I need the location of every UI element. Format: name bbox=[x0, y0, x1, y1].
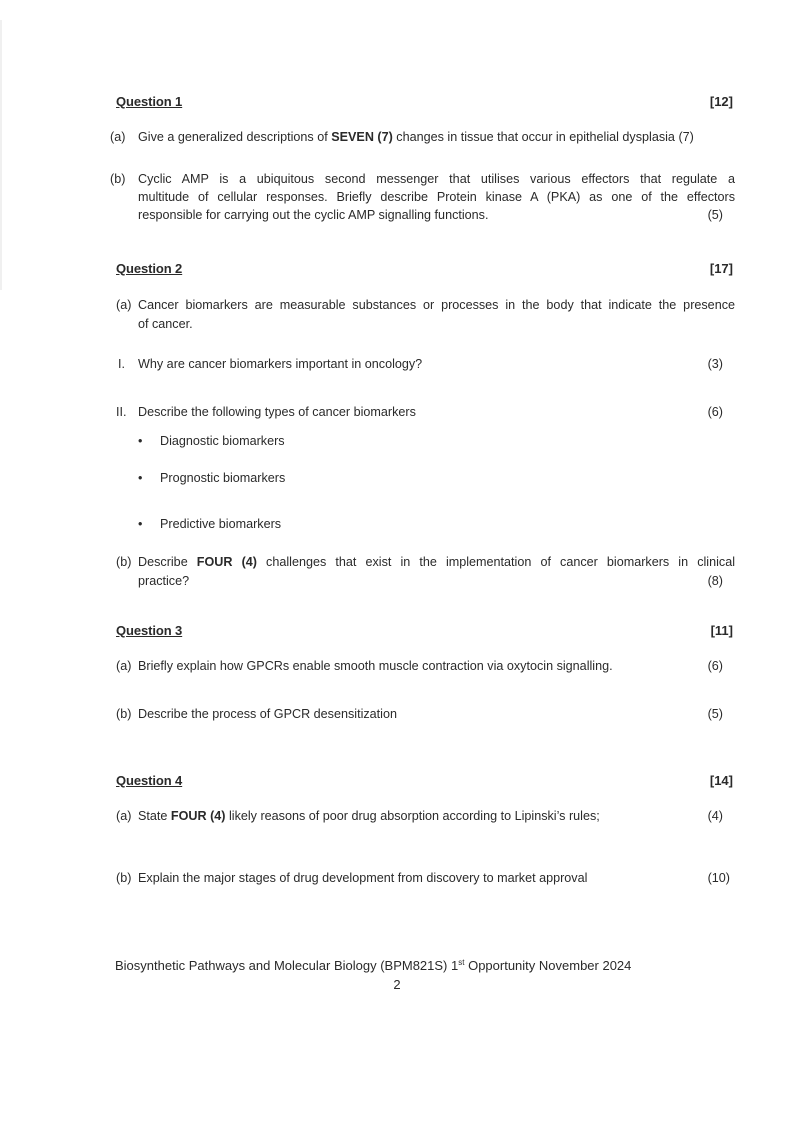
part-text-line: of cancer. bbox=[138, 317, 193, 331]
course-title: Biosynthetic Pathways and Molecular Biology (BPM821S) 1 bbox=[115, 958, 459, 973]
part-label: (a) bbox=[110, 130, 126, 144]
part-text: Describe the process of GPCR desensitization bbox=[138, 707, 397, 721]
part-marks: (5) bbox=[707, 707, 723, 721]
part-marks: (4) bbox=[707, 809, 723, 823]
emphasis: SEVEN (7) bbox=[331, 130, 393, 144]
subpart-text: Describe the following types of cancer biomarkers bbox=[138, 405, 416, 419]
part-marks: (10) bbox=[707, 871, 730, 885]
question-total-marks: [12] bbox=[709, 94, 733, 109]
part-text-line: multitude of cellular responses. Briefly describe Protein kinase A (PKA) as one of the effectors bbox=[138, 190, 735, 204]
part-marks: (6) bbox=[707, 405, 723, 419]
emphasis: FOUR (4) bbox=[170, 809, 226, 823]
part-text-line: Cyclic AMP is a ubiquitous second messenger that utilises various effectors that regulate a bbox=[138, 172, 735, 186]
part-label: (b) bbox=[116, 707, 132, 721]
question-title: Question 4 bbox=[116, 773, 183, 788]
part-marks: (5) bbox=[707, 208, 723, 222]
question-title: Question 2 bbox=[116, 261, 183, 276]
part-marks: (6) bbox=[707, 659, 723, 673]
page-footer bbox=[115, 958, 631, 973]
question-title: Question 3 bbox=[116, 623, 183, 638]
ordinal-suffix: st bbox=[458, 958, 465, 967]
question-total-marks: [14] bbox=[709, 773, 733, 788]
part-text-line: Describe FOUR (4) challenges that exist in the implementation of cancer biomarkers in clinical bbox=[138, 555, 735, 569]
subpart-label: II. bbox=[116, 405, 127, 419]
exam-opportunity: Opportunity November 2024 bbox=[464, 958, 632, 973]
question-total-marks: [11] bbox=[710, 623, 733, 638]
subpart-label: I. bbox=[118, 357, 125, 371]
part-text-line: Cancer biomarkers are measurable substances or processes in the body that indicate the presence bbox=[138, 298, 735, 312]
part-label: (a) bbox=[116, 809, 132, 823]
part-text-line: responsible for carrying out the cyclic AMP signalling functions. bbox=[138, 208, 489, 222]
part-text: State FOUR (4) likely reasons of poor drug absorption according to Lipinski’s rules; bbox=[138, 809, 600, 823]
part-text: Explain the major stages of drug development from discovery to market approval bbox=[138, 871, 588, 885]
part-label: (a) bbox=[116, 659, 132, 673]
scan-edge-artifact bbox=[0, 20, 2, 290]
subpart-text: Why are cancer biomarkers important in oncology? bbox=[138, 357, 423, 371]
question-total-marks: [17] bbox=[709, 261, 733, 276]
part-marks: (3) bbox=[707, 357, 723, 371]
part-marks: (7) bbox=[678, 130, 694, 144]
part-label: (b) bbox=[116, 871, 132, 885]
bullet-item: • Prognostic biomarkers bbox=[160, 471, 285, 485]
part-label: (a) bbox=[116, 298, 132, 312]
part-text-line: practice? bbox=[138, 574, 190, 588]
part-label: (b) bbox=[110, 172, 126, 186]
question-title: Question 1 bbox=[116, 94, 183, 109]
part-label: (b) bbox=[116, 555, 132, 569]
page-number: 2 bbox=[393, 977, 401, 992]
part-marks: (8) bbox=[707, 574, 723, 588]
emphasis: FOUR (4) bbox=[196, 555, 257, 569]
part-text: Briefly explain how GPCRs enable smooth muscle contraction via oxytocin signalling. bbox=[138, 659, 613, 673]
part-text: Give a generalized descriptions of SEVEN (7) changes in tissue that occur in epithelial dysplasia (7) bbox=[138, 130, 694, 144]
bullet-item: • Diagnostic biomarkers bbox=[160, 434, 285, 448]
bullet-item: • Predictive biomarkers bbox=[160, 517, 281, 531]
